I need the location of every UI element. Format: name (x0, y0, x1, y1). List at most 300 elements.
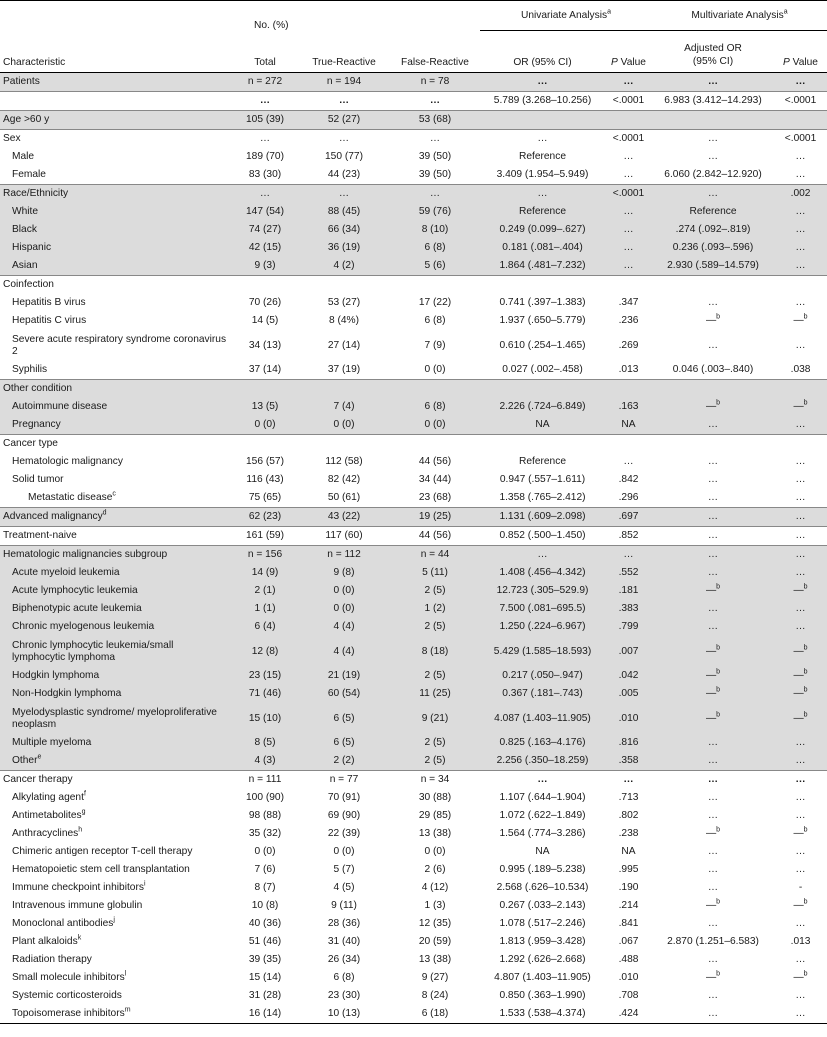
true-reactive-cell: 37 (19) (327, 364, 361, 375)
true-reactive-cell: 0 (0) (298, 600, 390, 618)
total-cell: 189 (70) (246, 151, 284, 162)
table-row (0, 1005, 827, 1024)
table-row (0, 752, 827, 771)
characteristic-cell (0, 969, 232, 987)
adjusted-p-value-cell: … (774, 546, 827, 565)
true-reactive-header: True-Reactive (298, 31, 390, 73)
false-reactive-cell: 8 (18) (390, 636, 480, 667)
false-reactive-cell: n = 78 (390, 73, 480, 92)
total-cell: 100 (90) (246, 792, 284, 803)
total-cell: 14 (5) (251, 315, 279, 326)
or-ci-cell (480, 111, 605, 130)
characteristic-label: Autoimmune disease (12, 401, 108, 412)
false-reactive-cell: 9 (21) (390, 703, 480, 734)
footnote-marker: b (803, 970, 808, 978)
footnote-marker: i (143, 880, 146, 888)
footnote-marker: b (803, 644, 808, 652)
total-cell: n = 156 (232, 546, 298, 565)
p-value-cell: .042 (605, 667, 652, 685)
characteristic-label: Anthracyclines (12, 828, 79, 839)
true-reactive-cell: 28 (36) (327, 918, 361, 929)
or-ci-cell: … (480, 73, 605, 92)
table-row (0, 771, 827, 790)
footnote-marker: b (803, 668, 808, 676)
characteristic-label: Race/Ethnicity (3, 188, 69, 199)
true-reactive-cell: 2 (2) (298, 752, 390, 771)
false-reactive-header: False-Reactive (390, 31, 480, 73)
false-reactive-cell: 6 (8) (390, 239, 480, 257)
or-ci-cell: 1.408 (.456–4.342) (480, 564, 605, 582)
true-reactive-cell: 0 (0) (298, 416, 390, 435)
total-cell: 70 (26) (248, 297, 282, 308)
adjusted-or-cell: .274 (.092–.819) (652, 221, 774, 239)
adjusted-p-value-cell: … (795, 990, 806, 1001)
adjusted-or-cell: … (652, 752, 774, 771)
true-reactive-cell: 0 (0) (333, 846, 355, 857)
adjusted-p-value-cell: … (774, 618, 827, 636)
adjusted-or-cell: … (707, 297, 719, 308)
true-reactive-cell: 9 (8) (298, 564, 390, 582)
total-cell: 35 (32) (248, 828, 282, 839)
table-row (0, 257, 827, 276)
false-reactive-cell: 17 (22) (418, 297, 452, 308)
or-ci-cell: 0.850 (.363–1.990) (499, 990, 586, 1001)
adjusted-p-value-cell: … (795, 456, 806, 467)
characteristic-header: Characteristic (0, 31, 232, 73)
total-cell: 75 (65) (248, 492, 282, 503)
true-reactive-cell: 53 (27) (327, 297, 361, 308)
p-value-cell: .005 (605, 685, 652, 703)
false-reactive-cell: 2 (5) (390, 752, 480, 771)
total-header: Total (232, 31, 298, 73)
false-reactive-cell: 30 (88) (418, 792, 452, 803)
total-cell: 40 (36) (248, 918, 282, 929)
table-row (0, 92, 827, 111)
or-ci-cell: NA (480, 416, 605, 435)
true-reactive-cell: 0 (0) (298, 582, 390, 600)
characteristic-cell (0, 111, 232, 130)
adjusted-or-cell: … (652, 618, 774, 636)
characteristic-label: Advanced malignancy (3, 511, 103, 522)
characteristic-cell (0, 879, 232, 897)
characteristic-label: Alkylating agent (12, 792, 84, 803)
adjusted-or-cell: 6.060 (2.842–12.920) (664, 169, 762, 180)
true-reactive-cell (298, 380, 390, 399)
characteristic-cell (0, 471, 232, 489)
characteristic-label: Chronic myelogenous leukemia (12, 621, 155, 632)
adjusted-p-value-cell: —$^b$ (793, 313, 808, 326)
adjusted-p-value-cell: —$^b$ (774, 667, 827, 685)
characteristic-label: Antimetabolites (12, 810, 82, 821)
p-value-cell (605, 435, 652, 454)
adjusted-or-cell: … (707, 810, 719, 821)
false-reactive-cell (390, 276, 480, 295)
false-reactive-cell: 59 (76) (390, 203, 480, 221)
characteristic-cell (0, 789, 232, 807)
adjusted-p-value-cell: .038 (790, 364, 811, 375)
or-ci-cell: 1.813 (.959–3.428) (499, 936, 586, 947)
table-row (0, 380, 827, 399)
p-value-cell: .296 (618, 492, 639, 503)
p-value-header: P Value (605, 31, 652, 73)
true-reactive-cell: 112 (58) (325, 456, 363, 467)
adjusted-p-value-cell: .013 (790, 936, 811, 947)
adjusted-or-cell: … (707, 954, 719, 965)
footnote-marker: b (716, 668, 721, 676)
characteristic-cell (0, 508, 232, 527)
adjusted-p-value-cell: —$^b$ (774, 398, 827, 416)
p-value-cell: .190 (618, 882, 639, 893)
false-reactive-cell: 44 (56) (390, 527, 480, 546)
characteristic-cell (0, 276, 232, 295)
total-cell: 116 (43) (246, 474, 284, 485)
table-row (0, 185, 827, 204)
false-reactive-cell (390, 435, 480, 454)
p-value-cell: <.0001 (605, 185, 652, 204)
characteristic-cell (0, 527, 232, 546)
adjusted-p-value-cell: … (774, 771, 827, 790)
characteristic-cell (0, 636, 232, 667)
total-cell: 39 (35) (248, 954, 282, 965)
characteristic-label: Cancer therapy (3, 774, 73, 785)
table-row (0, 130, 827, 149)
footnote-marker: b (716, 313, 721, 321)
total-cell: 83 (30) (248, 169, 282, 180)
table-header (0, 1, 827, 73)
characteristic-label: Topoisomerase inhibitors (12, 1008, 125, 1019)
adjusted-or-cell: … (652, 600, 774, 618)
table-row (0, 435, 827, 454)
p-value-cell: .552 (605, 564, 652, 582)
total-cell: 71 (46) (232, 685, 298, 703)
or-ci-cell: 3.409 (1.954–5.949) (496, 169, 589, 180)
characteristic-label: Severe acute respiratory syndrome coronavirus 2 (12, 333, 227, 357)
adjusted-or-cell: … (707, 339, 719, 351)
true-reactive-cell: 4 (5) (333, 882, 355, 893)
false-reactive-cell: 2 (5) (390, 734, 480, 752)
characteristic-cell (0, 1005, 232, 1024)
adjusted-or-cell: … (652, 508, 774, 527)
or-ci-cell: 7.500 (.081–695.5) (480, 600, 605, 618)
true-reactive-cell: 60 (54) (298, 685, 390, 703)
adjusted-or-cell: 6.983 (3.412–14.293) (652, 92, 774, 111)
table-row (0, 897, 827, 915)
characteristic-cell (0, 667, 232, 685)
univariate-header: Univariate Analysis$^a$ (480, 1, 652, 31)
or-ci-cell: Reference (518, 456, 566, 467)
p-value-cell: NA (605, 416, 652, 435)
adjusted-or-cell: —$^b$ (652, 703, 774, 734)
adjusted-or-cell: … (707, 864, 719, 875)
or-ci-cell: 1.564 (.774–3.286) (499, 828, 586, 839)
adjusted-p-value-cell: … (774, 416, 827, 435)
adjusted-p-value-cell: <.0001 (774, 92, 827, 111)
footnote-marker: b (803, 583, 808, 591)
false-reactive-cell: 9 (27) (421, 972, 449, 983)
table-row (0, 508, 827, 527)
characteristic-label: Chronic lymphocytic leukemia/small lymphocytic lymphoma (12, 639, 174, 663)
characteristic-cell (0, 148, 232, 166)
or-ci-cell: 0.267 (.033–2.143) (499, 900, 586, 911)
no-pct-header: No. (%) (232, 1, 480, 31)
true-reactive-cell (298, 435, 390, 454)
footnote-marker: k (77, 934, 82, 942)
p-value-cell: … (605, 239, 652, 257)
footnote-marker: f (83, 790, 86, 798)
characteristic-label: Multiple myeloma (12, 737, 92, 748)
true-reactive-cell: 70 (91) (327, 792, 361, 803)
characteristic-label: Sex (3, 133, 21, 144)
total-cell: … (232, 130, 298, 149)
true-reactive-cell: … (298, 185, 390, 204)
adjusted-or-cell: —$^b$ (705, 313, 721, 326)
characteristic-label: Hematologic malignancy (12, 456, 123, 467)
true-reactive-cell: 52 (27) (298, 111, 390, 130)
adjusted-or-cell: … (652, 416, 774, 435)
p-value-cell: .816 (605, 734, 652, 752)
false-reactive-cell: n = 34 (390, 771, 480, 790)
total-cell: 2 (1) (232, 582, 298, 600)
or-ci-cell: 2.568 (.626–10.534) (496, 882, 589, 893)
table-row (0, 582, 827, 600)
footnote-marker: d (102, 509, 107, 517)
true-reactive-cell: n = 194 (298, 73, 390, 92)
adjusted-p-value-cell: … (774, 734, 827, 752)
adjusted-p-value-cell: … (795, 864, 806, 875)
characteristic-cell (0, 312, 232, 330)
table-row (0, 239, 827, 257)
characteristic-label: Pregnancy (12, 419, 61, 430)
footnote-marker: e (37, 753, 42, 761)
characteristic-cell (0, 546, 232, 565)
or-ci-cell: 0.610 (.254–1.465) (499, 339, 586, 351)
p-value-cell: .067 (618, 936, 639, 947)
characteristic-label: Hodgkin lymphoma (12, 670, 100, 681)
characteristic-cell (0, 897, 232, 915)
adjusted-or-cell: … (707, 990, 719, 1001)
false-reactive-cell (390, 380, 480, 399)
true-reactive-cell: 4 (4) (298, 618, 390, 636)
table-row (0, 166, 827, 185)
characteristic-label: Biphenotypic acute leukemia (12, 603, 142, 614)
footnote-marker: b (803, 711, 808, 719)
adjusted-or-cell: … (652, 73, 774, 92)
p-value-cell: .424 (605, 1005, 652, 1024)
characteristic-label: Black (12, 224, 37, 235)
total-cell: … (232, 185, 298, 204)
table-row (0, 221, 827, 239)
footnote-marker: b (803, 686, 808, 694)
adjusted-p-value-cell: … (774, 600, 827, 618)
table-row (0, 843, 827, 861)
characteristic-cell (0, 294, 232, 312)
total-cell: 15 (14) (248, 972, 282, 983)
p-value-cell: .708 (618, 990, 639, 1001)
false-reactive-cell: 13 (38) (418, 954, 452, 965)
total-cell: 8 (7) (254, 882, 276, 893)
characteristic-label: Hematopoietic stem cell transplantation (12, 864, 190, 875)
footnote-marker: m (124, 1006, 131, 1014)
or-ci-cell: 1.292 (.626–2.668) (499, 954, 586, 965)
table-row (0, 734, 827, 752)
or-ci-cell: 0.852 (.500–1.450) (480, 527, 605, 546)
false-reactive-cell: 19 (25) (390, 508, 480, 527)
table-row (0, 148, 827, 166)
or-ci-cell (480, 380, 605, 399)
table-row (0, 861, 827, 879)
adjusted-p-value-cell: … (774, 221, 827, 239)
true-reactive-cell: 66 (34) (298, 221, 390, 239)
adjusted-or-cell: … (707, 456, 719, 467)
false-reactive-cell: 7 (9) (424, 339, 446, 351)
table-row (0, 915, 827, 933)
characteristic-cell (0, 703, 232, 734)
or-ci-cell: 1.078 (.517–2.246) (499, 918, 586, 929)
characteristic-cell (0, 915, 232, 933)
adjusted-p-value-cell: … (795, 339, 806, 351)
p-value-cell: .358 (605, 752, 652, 771)
or-ci-cell: 1.131 (.609–2.098) (480, 508, 605, 527)
p-value-cell: .163 (605, 398, 652, 416)
table-row (0, 203, 827, 221)
characteristic-cell (0, 416, 232, 435)
false-reactive-cell: 0 (0) (390, 416, 480, 435)
footnote-marker: b (716, 644, 721, 652)
footnote-marker: b (716, 399, 721, 407)
true-reactive-cell: 82 (42) (327, 474, 361, 485)
total-cell: 156 (57) (246, 456, 284, 467)
total-cell: 16 (14) (232, 1005, 298, 1024)
false-reactive-cell: 2 (5) (390, 667, 480, 685)
characteristic-label: Acute lymphocytic leukemia (12, 585, 138, 596)
false-reactive-cell: 23 (68) (418, 492, 452, 503)
adjusted-or-cell: … (707, 792, 719, 803)
footnote-marker: b (803, 826, 808, 834)
adjusted-or-cell: … (707, 151, 719, 162)
or-ci-cell: 1.358 (.765–2.412) (499, 492, 586, 503)
characteristic-label: Chimeric antigen receptor T-cell therapy (12, 846, 193, 857)
adjusted-p-value-cell (774, 435, 827, 454)
false-reactive-cell: 12 (35) (418, 918, 452, 929)
characteristic-cell (0, 933, 232, 951)
characteristic-cell (0, 330, 232, 361)
footnote-marker: b (716, 898, 721, 906)
characteristic-cell (0, 987, 232, 1005)
p-value-cell: .995 (618, 864, 639, 875)
characteristic-cell (0, 257, 232, 276)
total-cell (232, 380, 298, 399)
total-cell: 0 (0) (254, 846, 276, 857)
adjusted-p-value-cell: <.0001 (774, 130, 827, 149)
or-ci-cell: 1.072 (.622–1.849) (499, 810, 586, 821)
total-cell: 98 (88) (248, 810, 282, 821)
characteristic-cell (0, 398, 232, 416)
adjusted-p-value-cell: —$^b$ (793, 826, 808, 839)
false-reactive-cell: 0 (0) (424, 364, 446, 375)
adjusted-or-cell (652, 276, 774, 295)
adjusted-or-cell: —$^b$ (705, 826, 721, 839)
adjusted-p-value-cell: … (774, 203, 827, 221)
p-value-cell: .488 (618, 954, 639, 965)
adjusted-or-cell: —$^b$ (652, 636, 774, 667)
adjusted-p-value-cell: … (774, 1005, 827, 1024)
adjusted-or-cell: … (652, 527, 774, 546)
characteristic-label: Other condition (3, 383, 73, 394)
or-ci-cell: 0.181 (.081–.404) (480, 239, 605, 257)
table-row (0, 111, 827, 130)
adjusted-or-cell: —$^b$ (652, 398, 774, 416)
p-value-cell (605, 380, 652, 399)
p-value-cell (605, 276, 652, 295)
true-reactive-cell: 8 (4%) (328, 315, 359, 326)
false-reactive-cell: 44 (56) (418, 456, 452, 467)
total-cell: 10 (8) (251, 900, 279, 911)
true-reactive-cell: 23 (30) (327, 990, 361, 1001)
adjusted-p-value-cell: … (774, 508, 827, 527)
false-reactive-cell: 6 (8) (424, 315, 446, 326)
characteristic-cell (0, 564, 232, 582)
total-cell: 31 (28) (248, 990, 282, 1001)
footnote-marker: b (803, 898, 808, 906)
total-cell: 74 (27) (232, 221, 298, 239)
p-value-cell: .214 (618, 900, 639, 911)
adjusted-or-cell: … (652, 185, 774, 204)
adjusted-or-cell: —$^b$ (652, 685, 774, 703)
p-value-cell: … (623, 456, 634, 467)
table-row (0, 546, 827, 565)
p-value-cell: .236 (618, 315, 639, 326)
characteristic-cell (0, 771, 232, 790)
adjusted-or-cell: Reference (652, 203, 774, 221)
characteristic-label: Hepatitis B virus (12, 297, 86, 308)
true-reactive-cell: 26 (34) (327, 954, 361, 965)
true-reactive-cell: 69 (90) (327, 810, 361, 821)
total-cell: 105 (39) (232, 111, 298, 130)
characteristic-label: Hepatitis C virus (12, 315, 87, 326)
or-ci-cell: 1.533 (.538–4.374) (480, 1005, 605, 1024)
characteristic-label: Treatment-naive (3, 530, 77, 541)
adjusted-or-cell: —$^b$ (652, 667, 774, 685)
false-reactive-cell: … (390, 92, 480, 111)
adjusted-or-cell: 0.046 (.003–.840) (672, 364, 754, 375)
total-cell: 14 (9) (232, 564, 298, 582)
adjusted-p-value-cell: … (774, 239, 827, 257)
or-ci-cell: 2.226 (.724–6.849) (480, 398, 605, 416)
footnote-marker: c (112, 490, 116, 498)
adjusted-p-value-cell: … (795, 954, 806, 965)
adjusted-or-cell: —$^b$ (652, 582, 774, 600)
or-ci-cell: 0.741 (.397–1.383) (499, 297, 586, 308)
table-row (0, 398, 827, 416)
characteristic-cell (0, 489, 232, 508)
characteristic-cell (0, 685, 232, 703)
footnote-marker: j (113, 916, 115, 924)
false-reactive-cell: … (390, 130, 480, 149)
adjusted-p-value-cell: —$^b$ (774, 685, 827, 703)
characteristic-cell (0, 92, 232, 111)
characteristic-cell (0, 73, 232, 92)
characteristic-cell (0, 752, 232, 771)
total-cell: 34 (13) (248, 339, 282, 351)
table-row (0, 416, 827, 435)
adjusted-p-value-cell: … (774, 752, 827, 771)
or-ci-cell: 0.825 (.163–4.176) (480, 734, 605, 752)
true-reactive-cell: 88 (45) (298, 203, 390, 221)
false-reactive-cell: 39 (50) (418, 169, 452, 180)
true-reactive-cell: 6 (5) (298, 734, 390, 752)
characteristic-cell (0, 130, 232, 149)
total-cell: n = 272 (232, 73, 298, 92)
